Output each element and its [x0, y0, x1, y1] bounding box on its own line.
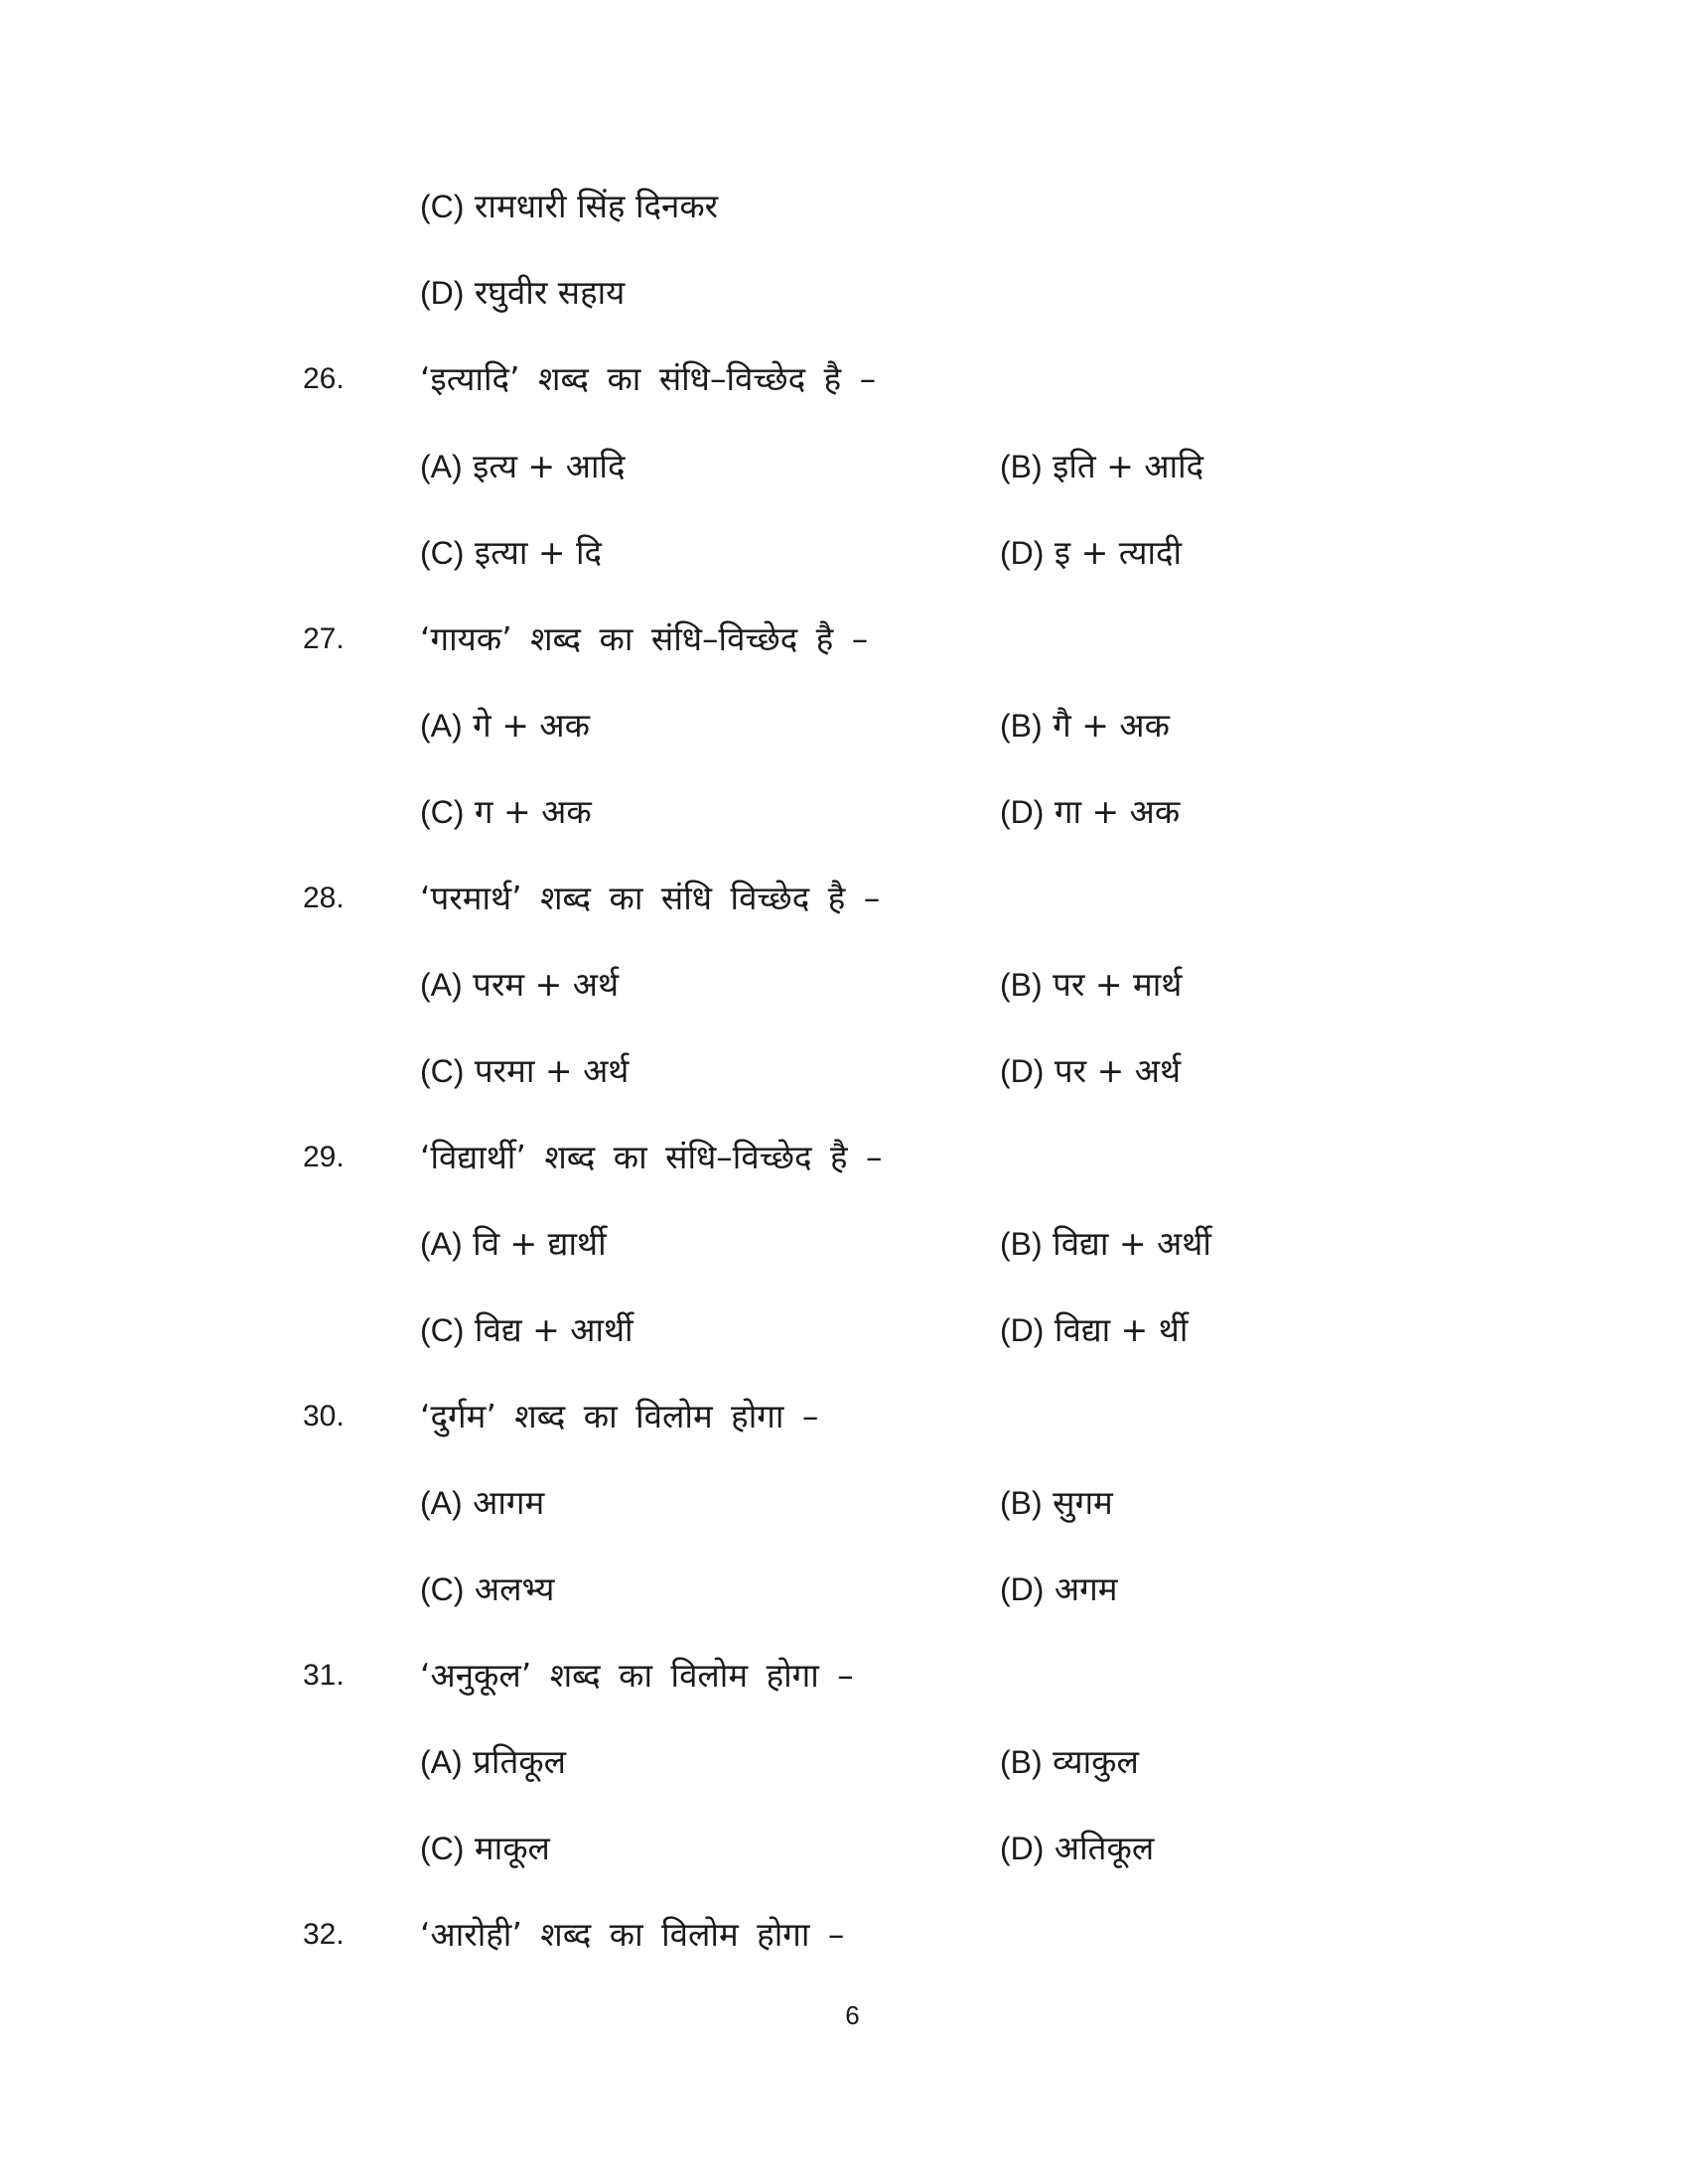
carryover-option-d [420, 263, 625, 323]
question-30 [0, 1387, 1688, 1446]
option-a [420, 1214, 607, 1274]
option-text: विद्या + अर्थी [1053, 1224, 1211, 1263]
option-b [1000, 1473, 1113, 1533]
carryover-option-c [420, 177, 718, 236]
page-number: 6 [845, 2000, 860, 2030]
option-text: इत्य + आदि [473, 447, 626, 485]
option-d [1000, 1041, 1181, 1101]
option-text: पर + मार्थ [1053, 965, 1183, 1004]
option-letter: (A) [420, 1485, 463, 1521]
option-letter: (D) [1000, 794, 1045, 830]
option-a [420, 1473, 544, 1533]
option-text: विद्य + आर्थी [474, 1310, 633, 1349]
option-a [420, 1732, 566, 1792]
option-text: प्रतिकूल [473, 1742, 567, 1781]
option-b [1000, 955, 1182, 1015]
option-a [420, 437, 626, 496]
option-text: अतिकूल [1054, 1829, 1155, 1867]
option-letter: (A) [420, 967, 463, 1003]
option-c [420, 1041, 629, 1101]
question-text: ‘आरोही’ शब्द का विलोम होगा – [420, 1915, 845, 1954]
option-letter: (C) [420, 1831, 465, 1866]
option-text: इत्या + दि [474, 533, 603, 572]
question-number: 31. [303, 1659, 345, 1692]
option-d [1000, 1300, 1188, 1360]
option-letter: (A) [420, 1744, 463, 1780]
option-text: वि + द्यार्थी [473, 1224, 607, 1263]
question-number: 26. [303, 362, 345, 395]
option-c [420, 1819, 550, 1878]
question-26 [0, 349, 1688, 409]
option-letter: (A) [420, 1226, 463, 1262]
option-c [420, 782, 592, 842]
question-text: ‘अनुकूल’ शब्द का विलोम होगा – [420, 1656, 854, 1695]
option-b [1000, 1732, 1139, 1792]
option-a [420, 696, 590, 755]
question-number: 32. [303, 1918, 345, 1951]
option-letter: (D) [1000, 535, 1045, 571]
option-letter: (D) [420, 275, 465, 311]
question-text: ‘परमार्थ’ शब्द का संधि विच्छेद है – [420, 879, 881, 917]
option-text: गे + अक [473, 706, 590, 745]
option-text: अगम [1054, 1570, 1118, 1608]
question-29 [0, 1128, 1688, 1187]
option-text: विद्या + र्थी [1054, 1310, 1189, 1349]
question-number: 27. [303, 622, 345, 655]
option-text: ग + अक [474, 792, 592, 831]
question-text: ‘दुर्गम’ शब्द का विलोम होगा – [420, 1397, 819, 1435]
option-d [1000, 1560, 1117, 1619]
question-number: 28. [303, 882, 345, 914]
option-letter: (C) [420, 1053, 465, 1089]
option-d [1000, 1819, 1154, 1878]
question-28 [0, 869, 1688, 928]
option-letter: (B) [1000, 1226, 1043, 1262]
question-number: 30. [303, 1400, 345, 1433]
option-letter: (B) [1000, 967, 1043, 1003]
question-31 [0, 1646, 1688, 1706]
option-letter: (B) [1000, 1485, 1043, 1521]
option-letter: (C) [420, 1312, 465, 1348]
option-text: सुगम [1053, 1483, 1113, 1522]
question-text: ‘विद्यार्थी’ शब्द का संधि–विच्छेद है – [420, 1138, 883, 1176]
option-letter: (B) [1000, 1744, 1043, 1780]
question-32 [0, 1905, 1688, 1965]
question-number: 29. [303, 1141, 345, 1173]
option-a [420, 955, 619, 1015]
question-27 [0, 610, 1688, 669]
option-text: गा + अक [1054, 792, 1181, 831]
option-letter: (B) [1000, 449, 1043, 484]
option-text: इ + त्यादी [1054, 533, 1183, 572]
option-letter: (C) [420, 189, 465, 224]
option-letter: (B) [1000, 708, 1043, 744]
option-text: आगम [473, 1483, 545, 1522]
option-letter: (C) [420, 1571, 465, 1607]
option-c [420, 1560, 554, 1619]
option-d [1000, 782, 1180, 842]
option-b [1000, 437, 1203, 496]
option-d [1000, 523, 1182, 583]
option-letter: (C) [420, 794, 465, 830]
question-text: ‘गायक’ शब्द का संधि–विच्छेद है – [420, 619, 869, 658]
option-text: व्याकुल [1053, 1742, 1139, 1781]
option-text: अलभ्य [474, 1570, 555, 1608]
option-text: इति + आदि [1053, 447, 1204, 485]
option-text: गै + अक [1053, 706, 1170, 745]
option-letter: (D) [1000, 1312, 1045, 1348]
option-text: पर + अर्थ [1054, 1051, 1182, 1090]
option-letter: (D) [1000, 1831, 1045, 1866]
option-text: रघुवीर सहाय [474, 273, 626, 312]
option-b [1000, 696, 1170, 755]
option-letter: (C) [420, 535, 465, 571]
option-text: माकूल [474, 1829, 550, 1867]
option-letter: (D) [1000, 1053, 1045, 1089]
option-b [1000, 1214, 1211, 1274]
option-text: परमा + अर्थ [474, 1051, 630, 1090]
option-letter: (A) [420, 708, 463, 744]
question-text: ‘इत्यादि’ शब्द का संधि–विच्छेद है – [420, 359, 877, 398]
option-c [420, 1300, 633, 1360]
option-c [420, 523, 602, 583]
option-text: रामधारी सिंह दिनकर [474, 187, 719, 225]
option-letter: (A) [420, 449, 463, 484]
option-text: परम + अर्थ [473, 965, 620, 1004]
option-letter: (D) [1000, 1571, 1045, 1607]
